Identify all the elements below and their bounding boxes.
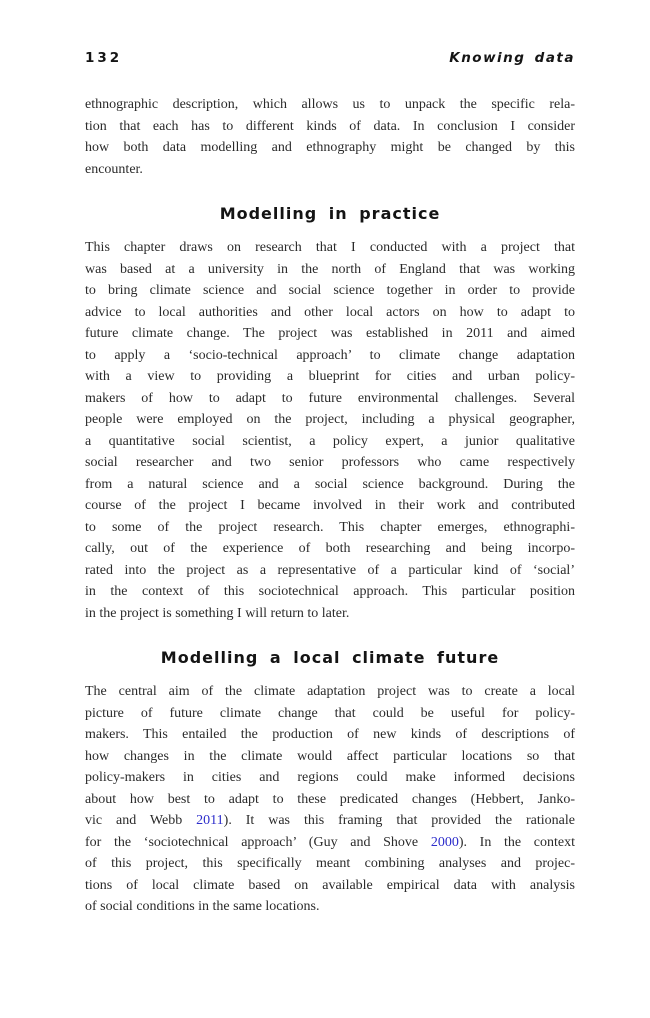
text-line: ethnographic description, which allows us to unpack the specific rela-: [85, 97, 575, 112]
text-line: of social conditions in the same locations.: [85, 899, 320, 914]
text-line: to apply a ‘socio-technical approach’ to climate change adaptation: [85, 347, 575, 363]
text-line: future climate change. The project was established in 2011 and aimed: [85, 326, 575, 341]
text-line: was based at a university in the north of England that was working: [85, 261, 575, 277]
paragraph: [85, 94, 575, 180]
text-line: rated into the project as a representative of a particular kind of ‘social’: [85, 562, 575, 578]
text-line: This chapter draws on research that I conducted with a project that: [85, 240, 575, 255]
text-line: makers. This entailed the production of new kinds of descriptions of: [85, 727, 575, 742]
text-line: makers of how to adapt to future environmental challenges. Several: [85, 390, 575, 406]
running-title: Knowing data: [449, 50, 575, 66]
text-line: in the project is something I will return to later.: [85, 605, 350, 621]
text-line: how changes in the climate would affect particular locations so that: [85, 748, 575, 764]
text-line: about how best to adapt to these predicated changes (Hebbert, Janko-: [85, 791, 575, 807]
text-line: The central aim of the climate adaptation project was to create a local: [85, 684, 575, 699]
text-line: cally, out of the experience of both researching and being incorpo-: [85, 541, 575, 556]
text-line: with a view to providing a blueprint for cities and urban policy-: [85, 369, 575, 384]
text-line: advice to local authorities and other local actors on how to adapt to: [85, 304, 575, 320]
text-line: from a natural science and a social science background. During the: [85, 476, 575, 492]
text-line: how both data modelling and ethnography might be changed by this: [85, 140, 575, 155]
text-line: picture of future climate change that could be useful for policy-: [85, 705, 575, 721]
paragraph: [85, 237, 575, 624]
page-content: [85, 94, 575, 918]
text-line: for the ‘sociotechnical approach’ (Guy and Shove 2000). In the context: [85, 834, 575, 850]
paragraph: [85, 681, 575, 918]
text-line: to some of the project research. This chapter emerges, ethnographi-: [85, 519, 575, 535]
page-number: 132: [85, 50, 123, 66]
text-line: encounter.: [85, 161, 143, 177]
text-line: a quantitative social scientist, a policy expert, a junior qualitative: [85, 433, 575, 449]
text-line: vic and Webb 2011). It was this framing that provided the rationale: [85, 813, 575, 828]
text-line: social researcher and two senior professors who came respectively: [85, 455, 575, 470]
text-line: in the context of this sociotechnical approach. This particular position: [85, 584, 575, 599]
text-line: tion that each has to different kinds of data. In conclusion I consider: [85, 118, 575, 134]
text-line: people were employed on the project, including a physical geographer,: [85, 412, 575, 427]
text-line: course of the project I became involved in their work and contributed: [85, 498, 575, 513]
text-line: to bring climate science and social science together in order to provide: [85, 283, 575, 298]
citation-link[interactable]: 2000: [430, 834, 459, 850]
section-heading: Modelling in practice: [219, 204, 441, 223]
citation-link[interactable]: 2011: [196, 813, 224, 828]
running-header: [85, 50, 575, 66]
text-line: policy-makers in cities and regions could make informed decisions: [85, 770, 575, 785]
section-heading: Modelling a local climate future: [160, 648, 500, 667]
text-line: tions of local climate based on available empirical data with analysis: [85, 877, 575, 893]
text-line: of this project, this specifically meant combining analyses and projec-: [85, 856, 575, 871]
